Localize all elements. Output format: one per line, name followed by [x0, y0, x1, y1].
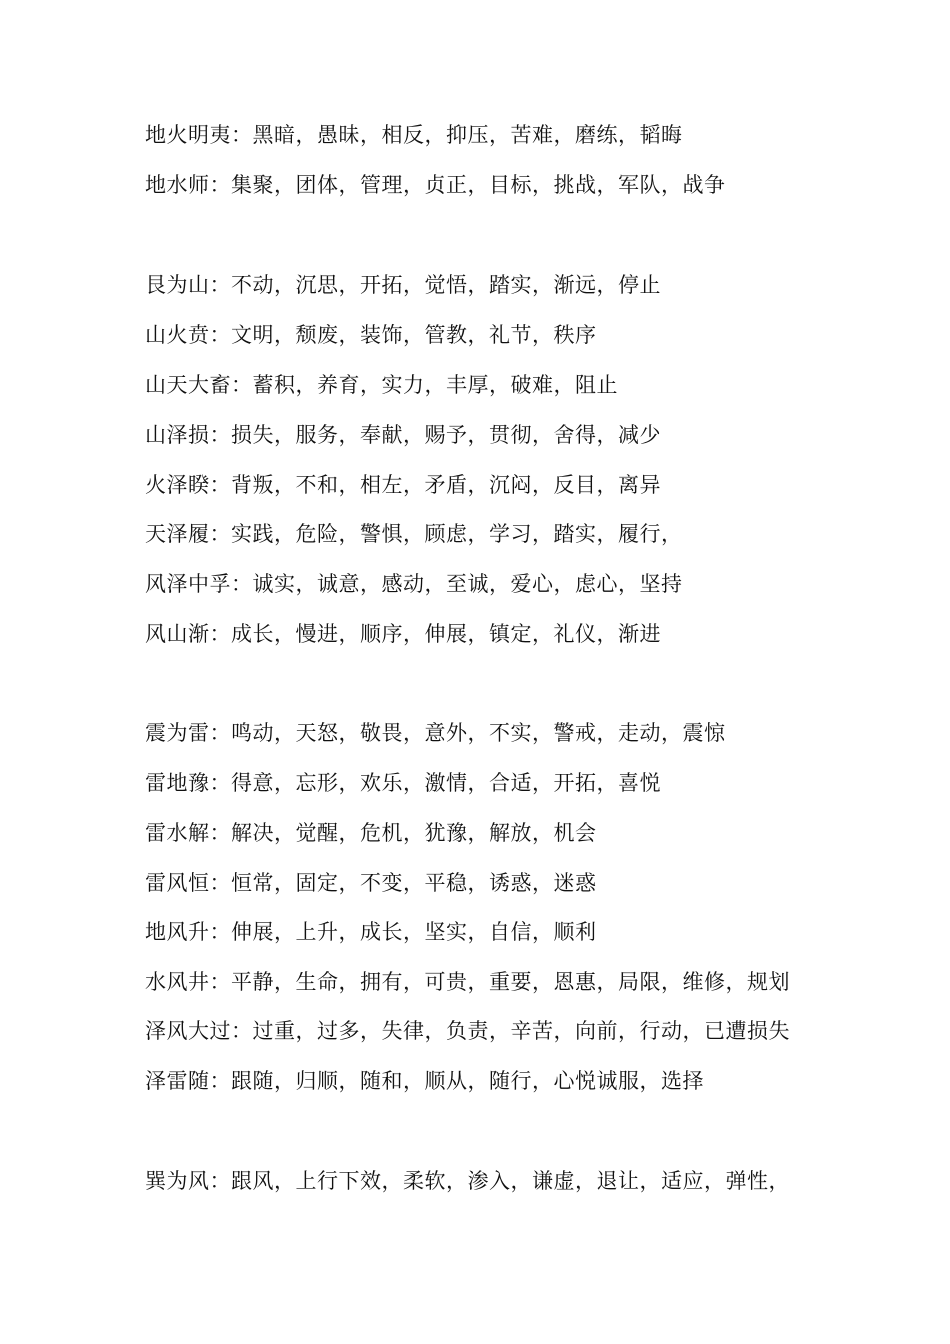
text-line: 地风升：伸展，上升，成长，坚实，自信，顺利 — [145, 920, 597, 944]
text-line: 水风井：平静，生命，拥有，可贵，重要，恩惠，局限，维修，规划 — [145, 970, 790, 994]
text-line: 泽风大过：过重，过多，失律，负责，辛苦，向前，行动，已遭损失 — [145, 1019, 790, 1043]
text-line: 天泽履：实践，危险，警惧，顾虑，学习，踏实，履行， — [145, 522, 683, 546]
text-line: 山泽损：损失，服务，奉献，赐予，贯彻，舍得，减少 — [145, 423, 661, 447]
text-line: 风泽中孚：诚实，诚意，感动，至诚，爱心，虑心，坚持 — [145, 572, 683, 596]
text-line: 地火明夷：黑暗，愚昧，相反，抑压，苦难，磨练，韬晦 — [145, 123, 683, 147]
text-line: 火泽睽：背叛，不和，相左，矛盾，沉闷，反目，离异 — [145, 473, 661, 497]
text-line: 雷风恒：恒常，固定，不变，平稳，诱惑，迷惑 — [145, 871, 597, 895]
text-line: 艮为山：不动，沉思，开拓，觉悟，踏实，渐远，停止 — [145, 273, 661, 297]
text-line: 山火贲：文明，颓废，装饰，管教，礼节，秩序 — [145, 323, 597, 347]
text-line: 雷地豫：得意，忘形，欢乐，激情，合适，开拓，喜悦 — [145, 771, 661, 795]
text-line: 地水师：集聚，团体，管理，贞正，目标，挑战，军队，战争 — [145, 173, 726, 197]
text-line: 震为雷：鸣动，天怒，敬畏，意外，不实，警戒，走动，震惊 — [145, 721, 726, 745]
text-line: 泽雷随：跟随，归顺，随和，顺从，随行，心悦诚服，选择 — [145, 1069, 704, 1093]
text-line: 雷水解：解决，觉醒，危机，犹豫，解放，机会 — [145, 821, 597, 845]
text-line: 风山渐：成长，慢进，顺序，伸展，镇定，礼仪，渐进 — [145, 622, 661, 646]
text-line: 山天大畜：蓄积，养育，实力，丰厚，破难，阻止 — [145, 373, 618, 397]
text-line: 巽为风：跟风，上行下效，柔软，渗入，谦虚，退让，适应，弹性， — [145, 1169, 790, 1193]
